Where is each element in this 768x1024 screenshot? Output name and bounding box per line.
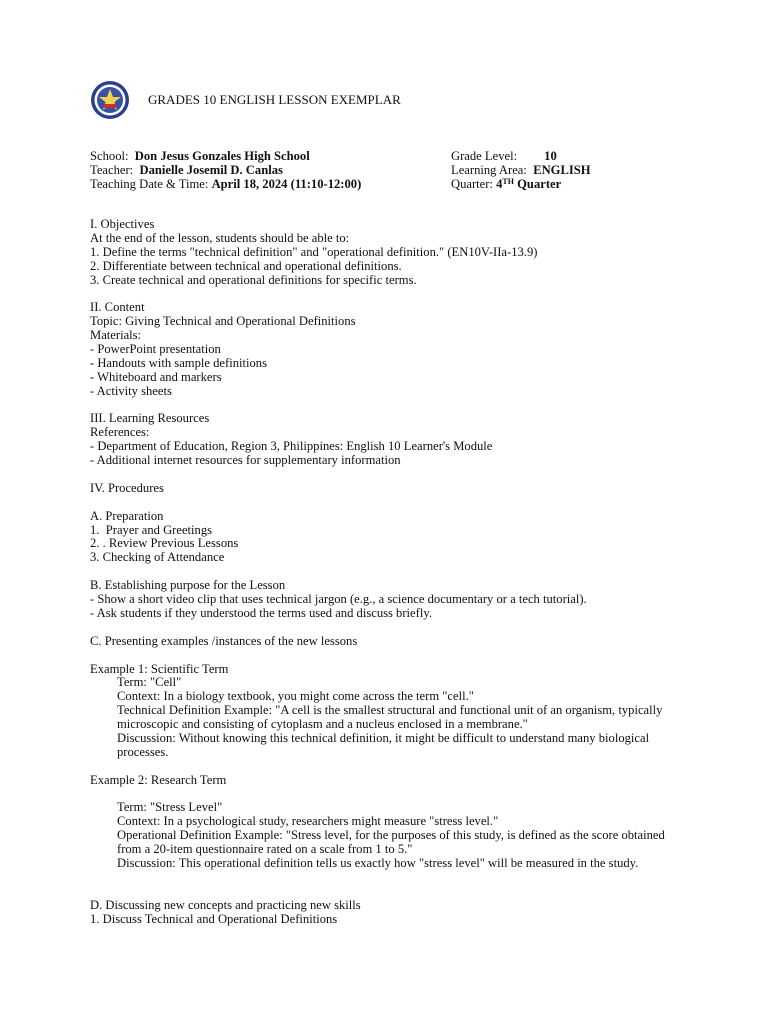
content-heading: II. Content: [90, 300, 145, 315]
example-2-term: Term: "Stress Level": [117, 800, 223, 815]
example-1-term: Term: "Cell": [117, 675, 182, 690]
grade-level-label: Grade Level:: [451, 149, 518, 163]
list-item: 1. Prayer and Greetings: [90, 522, 213, 537]
objectives-heading: I. Objectives: [90, 217, 155, 231]
list-item: - Handouts with sample definitions: [90, 355, 267, 370]
list-item: - Department of Education, Region 3, Philippines: English 10 Learner's Module: [90, 439, 493, 454]
example-2-discussion: Discussion: This operational definition tells us exactly how "stress level" will be measured in the study.: [117, 856, 639, 871]
list-item: 3. Checking of Attendance: [90, 550, 225, 565]
grade-level: 10: [544, 149, 557, 163]
teaching-date: April 18, 2024 (11:10-12:00): [211, 177, 362, 191]
teacher-name: Danielle Josemil D. Canlas: [139, 163, 283, 177]
list-item: 1. Define the terms "technical definition" and "operational definition." (EN10V-IIa-13.9): [90, 244, 538, 259]
school-info: [90, 149, 710, 191]
example-1-title: Example 1: Scientific Term: [90, 661, 229, 676]
materials-label: Materials:: [90, 328, 142, 343]
example-1-context: Context: In a biology textbook, you might come across the term "cell.": [117, 689, 474, 704]
list-item: 1. Discuss Technical and Operational Definitions: [90, 911, 338, 926]
list-item: 2. . Review Previous Lessons: [90, 536, 239, 551]
example-2-definition: Operational Definition Example: "Stress level, for the purposes of this study, is defined as the score obtained from a 20-item questionnaire rated on a scale from 1 to 5.": [117, 828, 665, 857]
example-2-context: Context: In a psychological study, researchers might measure "stress level.": [117, 814, 499, 829]
quarter-value: 4TH Quarter: [496, 177, 562, 191]
example-2-title: Example 2: Research Term: [90, 772, 227, 787]
date-label: Teaching Date & Time:: [90, 177, 209, 191]
quarter-label: Quarter:: [451, 177, 493, 191]
examples-heading: C. Presenting examples /instances of the new lessons: [90, 633, 358, 648]
lesson-body: [90, 218, 680, 927]
school-label: School:: [90, 149, 129, 163]
procedures-heading: IV. Procedures: [90, 480, 164, 495]
list-item: - Show a short video clip that uses technical jargon (e.g., a science documentary or a tech tutorial).: [90, 592, 587, 607]
list-item: - PowerPoint presentation: [90, 342, 221, 357]
preparation-heading: A. Preparation: [90, 508, 164, 523]
purpose-heading: B. Establishing purpose for the Lesson: [90, 578, 286, 593]
school-name: Don Jesus Gonzales High School: [134, 149, 310, 163]
learning-area: ENGLISH: [533, 163, 591, 177]
teacher-label: Teacher:: [90, 163, 134, 177]
example-1-definition: Technical Definition Example: "A cell is the smallest structural and functional unit of an organism, typically microscopic and consisting of cytoplasm and a nucleus enclosed in a membrane.": [117, 703, 663, 732]
list-item: 3. Create technical and operational definitions for specific terms.: [90, 272, 417, 287]
deped-seal-icon: [90, 80, 130, 120]
resources-heading: III. Learning Resources: [90, 411, 210, 426]
list-item: 2. Differentiate between technical and operational definitions.: [90, 258, 402, 273]
list-item: - Activity sheets: [90, 383, 172, 398]
discussion-heading: D. Discussing new concepts and practicing new skills: [90, 897, 361, 912]
references-label: References:: [90, 425, 150, 440]
objectives-intro: At the end of the lesson, students should be able to:: [90, 230, 350, 245]
example-1-discussion: Discussion: Without knowing this technical definition, it might be difficult to understand many biological processes.: [117, 730, 650, 759]
content-topic: Topic: Giving Technical and Operational Definitions: [90, 314, 356, 329]
list-item: - Ask students if they understood the terms used and discuss briefly.: [90, 605, 432, 620]
learning-area-label: Learning Area:: [451, 163, 527, 177]
list-item: - Whiteboard and markers: [90, 369, 222, 384]
list-item: - Additional internet resources for supplementary information: [90, 453, 401, 468]
document-title: GRADES 10 ENGLISH LESSON EXEMPLAR: [148, 92, 401, 107]
